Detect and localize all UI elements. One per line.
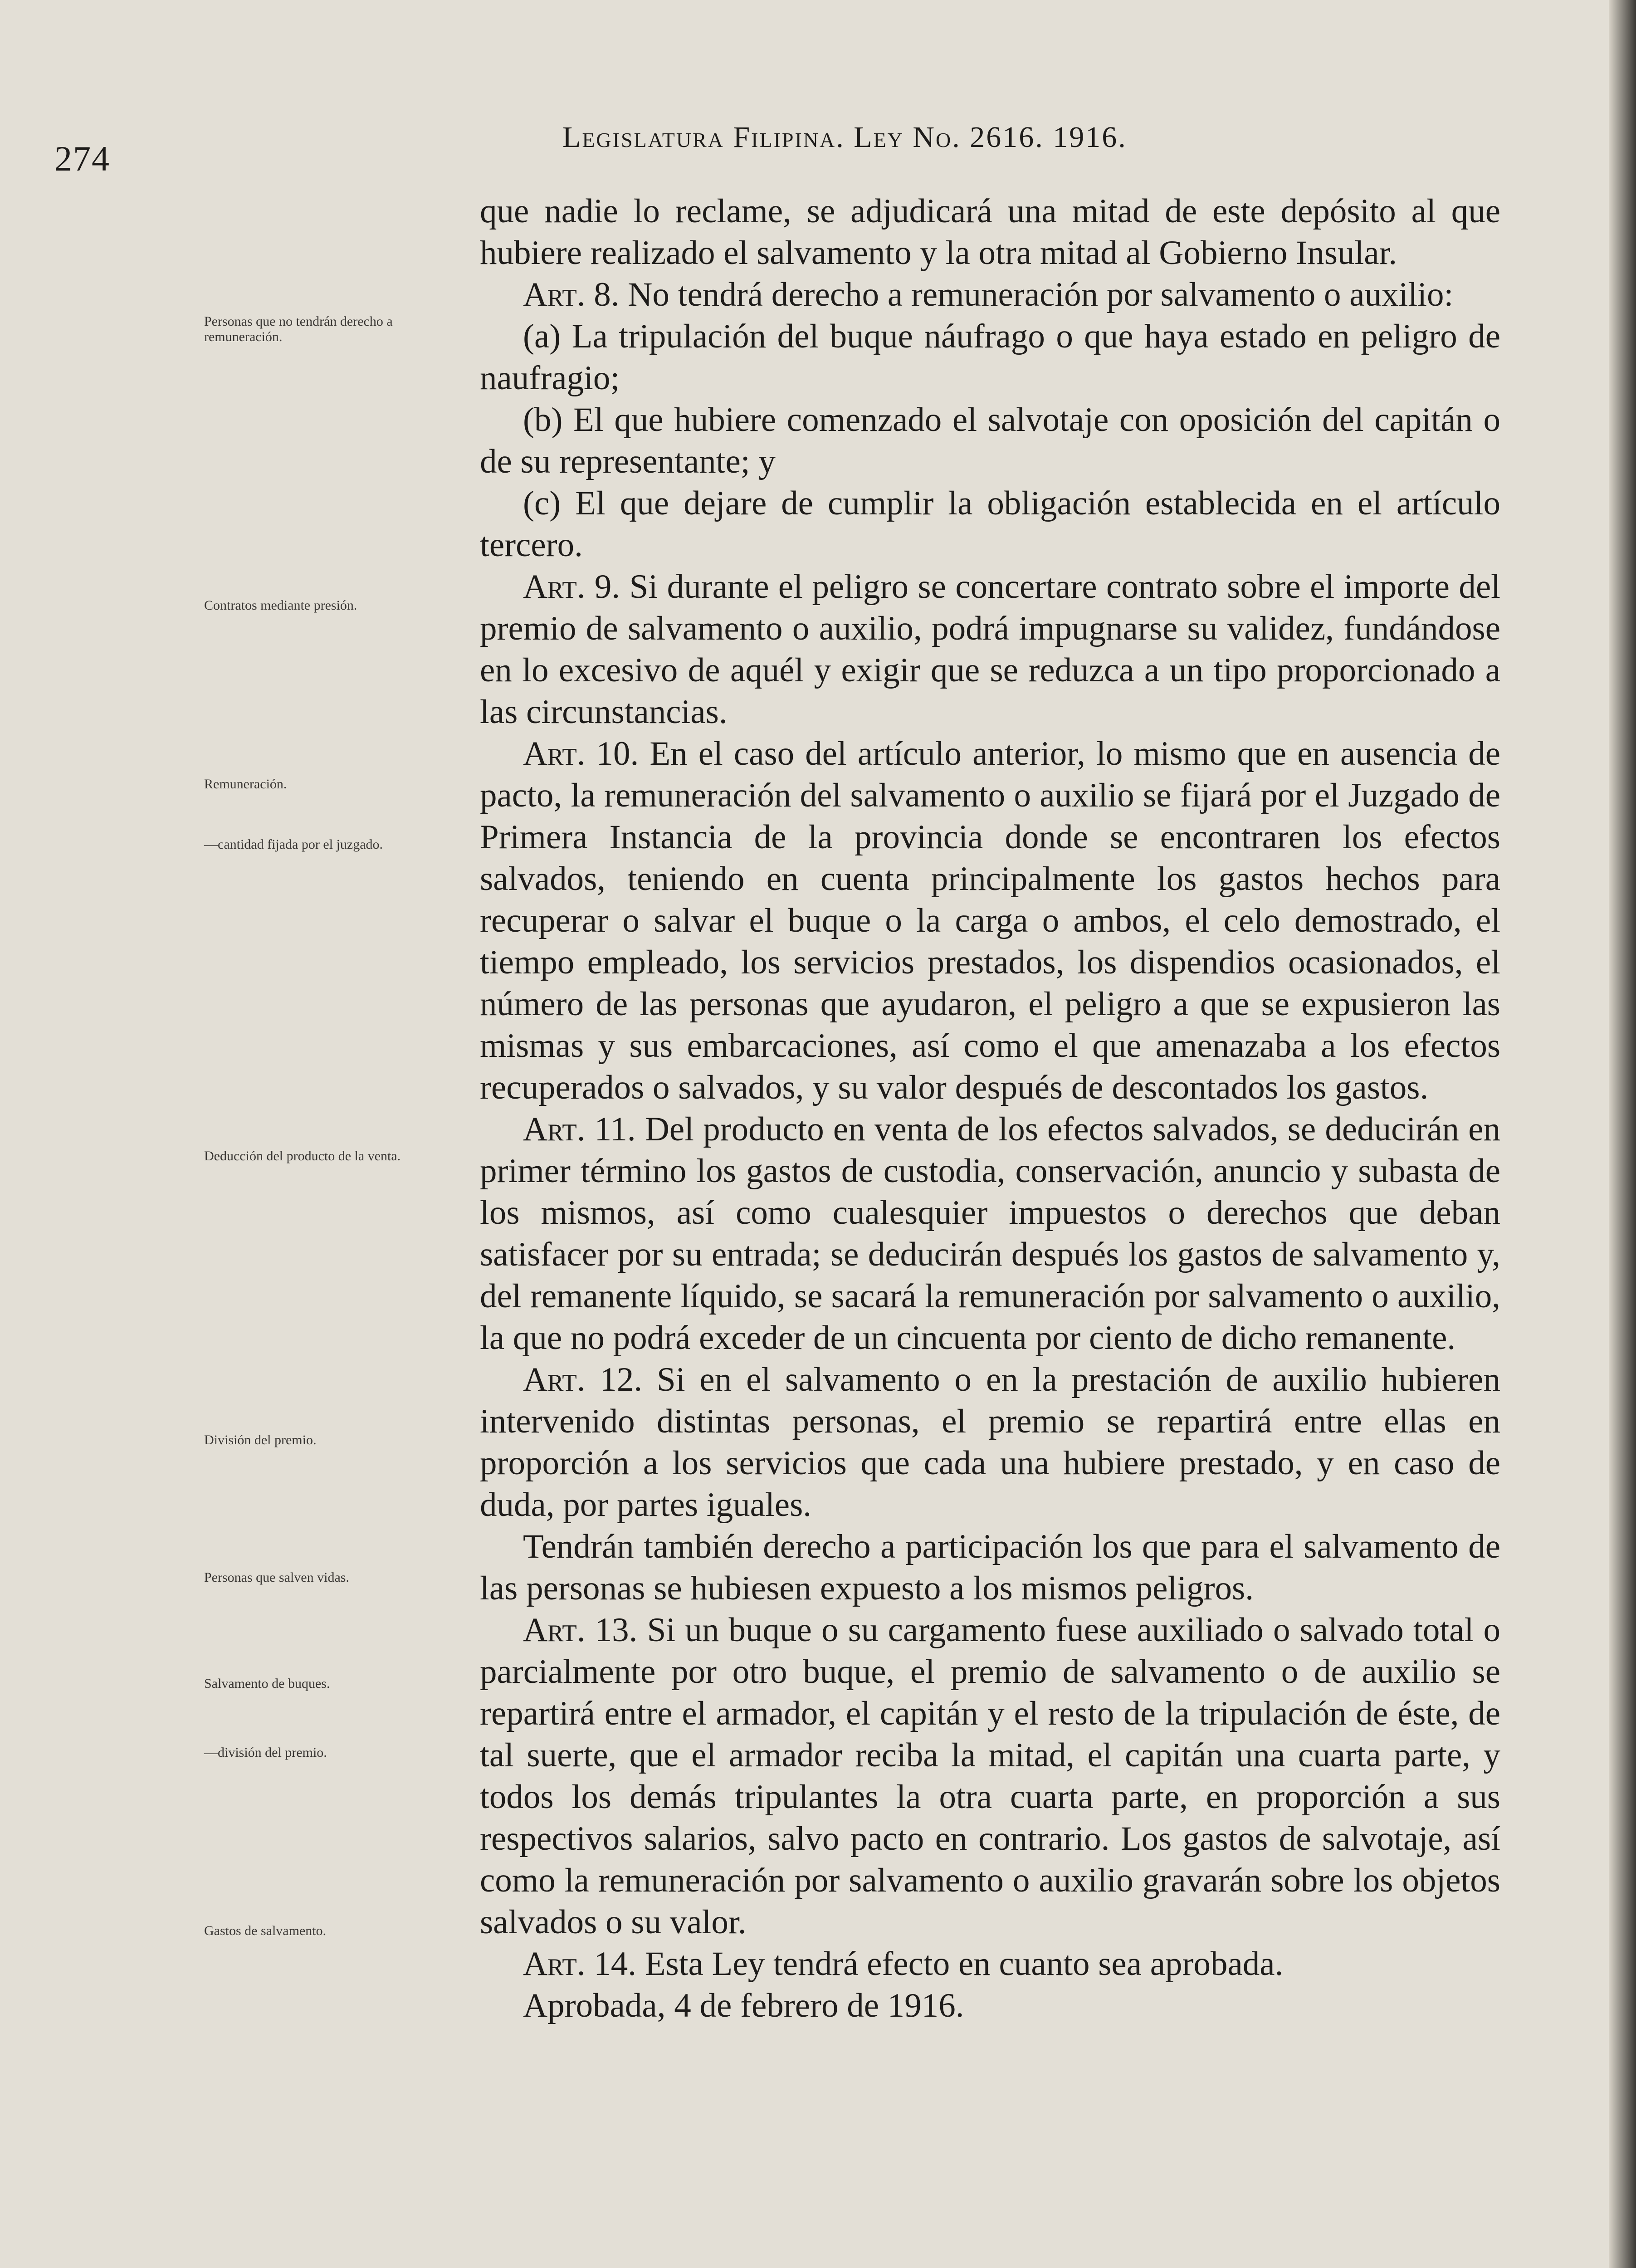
article-13-label: Art. 13.	[523, 1611, 638, 1649]
article-8-item-a: (a) La tripulación del buque náufrago o que haya estado en peligro de naufragio;	[480, 318, 1500, 397]
marginal-note-salvage-costs: Gastos de salvamento.	[204, 1923, 327, 1938]
article-9-label: Art. 9.	[523, 568, 620, 606]
article-11-text: Del producto en venta de los efectos salvados, se deducirán en primer término los gastos de custodia, conservación, anuncio y subasta de los mismos, así como cualesquier impuestos o derechos que deban satisfacer por su entrada; se deducirán después los gastos de salvamento y, del remanente líquido, se sacará la remuneración por salvamento o auxilio, la que no podrá exceder de un cincuenta por ciento de dicho remanente.	[480, 1110, 1500, 1357]
article-8-item-b: (b) El que hubiere comenzado el salvotaje con oposición del capitán o de su representante; y	[480, 401, 1500, 480]
article-14-label: Art. 14.	[523, 1945, 636, 1983]
running-head: Legislatura Filipina. Ley No. 2616. 1916.	[562, 121, 1127, 154]
article-9	[480, 566, 1500, 733]
article-12	[480, 1359, 1500, 1526]
marginal-note-contracts: Contratos mediante presión.	[204, 598, 357, 613]
article-13	[480, 1609, 1500, 1943]
marginal-note-premium-split: —división del premio.	[204, 1745, 327, 1760]
marginal-note-deduction: Deducción del producto de la venta.	[204, 1149, 401, 1163]
page-number: 274	[54, 139, 110, 178]
article-8	[480, 274, 1500, 316]
article-11	[480, 1109, 1500, 1359]
marginal-note-remuneration: Remuneración.	[204, 777, 287, 792]
body-text	[480, 191, 1500, 2027]
marginal-note-life-savers: Personas que salven vidas.	[204, 1570, 349, 1585]
article-14-text: Esta Ley tendrá efecto en cuanto sea aprobada.	[636, 1945, 1284, 1983]
article-12-paragraph-2: Tendrán también derecho a participación los que para el salvamento de las personas se hubiesen expuesto a los mismos peligros.	[480, 1528, 1500, 1607]
article-8-item-c: (c) El que dejare de cumplir la obligación establecida en el artículo tercero.	[480, 484, 1500, 564]
approval-date: Aprobada, 4 de febrero de 1916.	[523, 1987, 964, 2024]
article-12-label: Art. 12.	[523, 1361, 643, 1398]
article-8-text: No tendrá derecho a remuneración por salvamento o auxilio:	[619, 276, 1454, 313]
page-edge-shadow	[1609, 0, 1636, 2268]
article-13-text: Si un buque o su cargamento fuese auxiliado o salvado total o parcialmente por otro buque, el premio de salvamento o de auxilio se repartirá entre el armador, el capitán y el resto de la tripulación de éste, de tal suerte, que el armador reciba la mitad, el capitán una cuarta parte, y todos los demás tripulantes la otra cuarta parte, en proporción a sus respectivos salarios, salvo pacto en contrario. Los gastos de salvotaje, así como la remuneración por salvamento o auxilio gravarán sobre los objetos salvados o su valor.	[480, 1611, 1500, 1941]
article-12-text: Si en el salvamento o en la prestación de auxilio hubieren intervenido distintas personas, el premio se repartirá entre ellas en proporción a los servicios que cada una hubiere prestado, y en caso de duda, por partes iguales.	[480, 1361, 1500, 1524]
paragraph-deposit: que nadie lo reclame, se adjudicará una mitad de este depósito al que hubiere realizado el salvamento y la otra mitad al Gobierno Insular.	[480, 192, 1500, 272]
article-10	[480, 733, 1500, 1109]
article-10-text: En el caso del artículo anterior, lo mismo que en ausencia de pacto, la remuneración del salvamento o auxilio se fijará por el Juzgado de Primera Instancia de la provincia donde se encontraren los efectos salvados, teniendo en cuenta principalmente los gastos hechos para recuperar o salvar el buque o la carga o ambos, el celo demostrado, el tiempo empleado, los servicios prestados, los dispendios ocasionados, el número de las personas que ayudaron, el peligro a que se expusieron las mismas y sus embarcaciones, así como el que amenazaba a los efectos recuperados o salvados, y su valor después de descontados los gastos.	[480, 735, 1500, 1106]
article-10-label: Art. 10.	[523, 735, 639, 772]
article-14	[480, 1943, 1500, 1985]
article-9-text: Si durante el peligro se concertare contrato sobre el importe del premio de salvamento o auxilio, podrá impugnarse su validez, fundándose en lo excesivo de aquél y exigir que se reduzca a un tipo proporcionado a las circunstancias.	[480, 568, 1500, 731]
article-8-label: Art. 8.	[523, 276, 620, 313]
article-11-label: Art. 11.	[523, 1110, 636, 1148]
marginal-note-premium-division: División del premio.	[204, 1432, 317, 1447]
marginal-note-court-amount: —cantidad fijada por el juzgado.	[204, 837, 383, 852]
marginal-note-no-remuneration: Personas que no tendrán derecho a remuneración.	[204, 314, 393, 344]
marginal-note-ship-salvage: Salvamento de buques.	[204, 1676, 330, 1691]
